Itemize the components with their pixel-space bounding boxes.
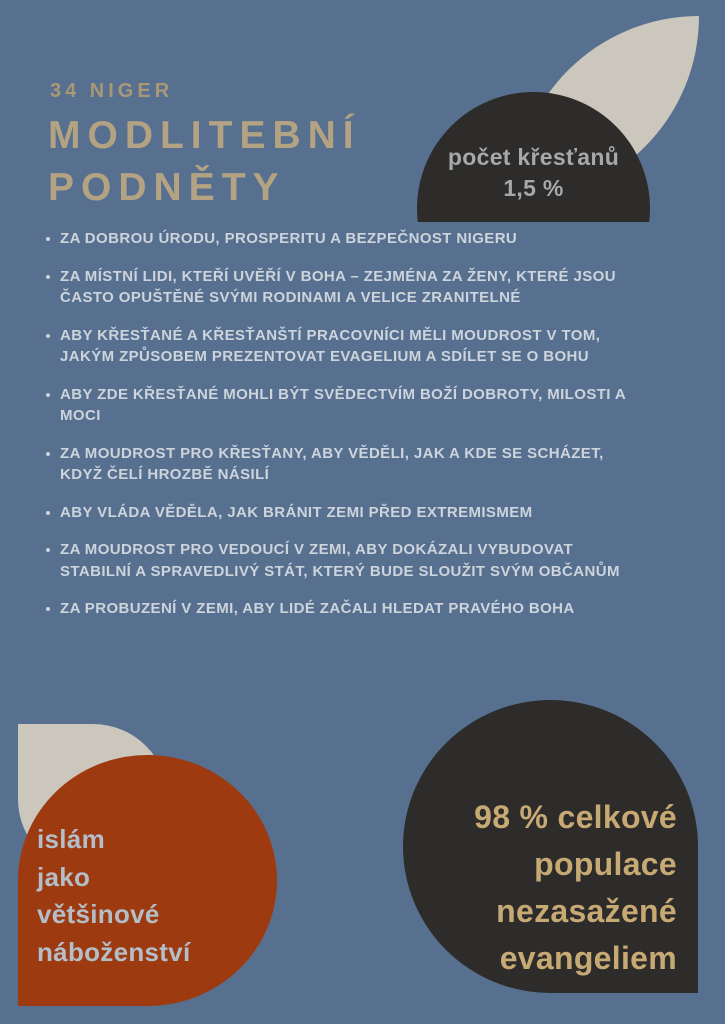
prayer-point-item — [46, 598, 631, 620]
prayer-point-item — [46, 325, 631, 368]
unreached-stat-badge — [403, 700, 698, 993]
prayer-point-text: ZA DOBROU ÚRODU, PROSPERITU A BEZPEČNOST NIGERU — [60, 230, 518, 247]
christians-stat-badge — [417, 92, 650, 222]
bullet-dot-icon — [46, 452, 50, 456]
bullet-dot-icon — [46, 275, 50, 279]
bullet-dot-icon — [46, 548, 50, 552]
prayer-point-item — [46, 539, 631, 582]
prayer-point-item — [46, 228, 631, 250]
prayer-point-text: ZA MOUDROST PRO KŘESŤANY, ABY VĚDĚLI, JAK A KDE SE SCHÁZET, KDYŽ ČELÍ HROZBĚ NÁSILÍ — [60, 444, 604, 483]
prayer-point-item — [46, 384, 631, 427]
prayer-point-text: ABY KŘESŤANÉ A KŘESŤANŠTÍ PRACOVNÍCI MĚLI MOUDROST V TOM, JAKÝM ZPŮSOBEM PREZENTOVAT EVAGELIUM A SDÍLET SE O BOHU — [60, 326, 601, 365]
bullet-dot-icon — [46, 237, 50, 241]
prayer-point-item — [46, 266, 631, 309]
prayer-point-item — [46, 443, 631, 486]
page-title-line1: MODLITEBNÍ — [48, 114, 361, 157]
bullet-dot-icon — [46, 393, 50, 397]
unreached-badge-line: 98 % celkové — [474, 799, 677, 835]
prayer-point-text: ABY VLÁDA VĚDĚLA, JAK BRÁNIT ZEMI PŘED EXTREMISMEM — [60, 503, 533, 521]
islam-badge-line: náboženství — [37, 936, 191, 967]
bullet-dot-icon — [46, 607, 50, 611]
page-title-line2: PODNĚTY — [48, 166, 286, 209]
christians-stat-text — [417, 142, 650, 204]
prayer-point-item — [46, 502, 631, 524]
islam-badge-line: většinové — [37, 899, 160, 929]
prayer-points-list — [46, 228, 631, 620]
prayer-point-text: ABY ZDE KŘESŤANÉ MOHLI BÝT SVĚDECTVÍM BOŽÍ DOBROTY, MILOSTI A MOCI — [60, 385, 626, 424]
bullet-dot-icon — [46, 334, 50, 338]
unreached-badge-text — [474, 794, 677, 982]
christians-stat-label: počet křesťanů — [447, 144, 620, 170]
prayer-point-text: ZA PROBUZENÍ V ZEMI, ABY LIDÉ ZAČALI HLEDAT PRAVÉHO BOHA — [60, 600, 575, 617]
unreached-badge-line: nezasažené — [496, 893, 677, 929]
islam-badge-line: jako — [37, 861, 91, 892]
bullet-dot-icon — [46, 511, 50, 515]
unreached-badge-line: populace — [534, 846, 677, 882]
prayer-point-text: ZA MOUDROST PRO VEDOUCÍ V ZEMI, ABY DOKÁZALI VYBUDOVAT STABILNÍ A SPRAVEDLIVÝ STÁT, KTERÝ BUDE SLOUŽIT SVÝM OBČANŮM — [60, 541, 620, 580]
christians-stat-value: 1,5 % — [503, 175, 564, 201]
islam-badge-line: islám — [37, 824, 105, 854]
islam-majority-badge — [18, 755, 277, 1006]
unreached-badge-line: evangeliem — [499, 940, 677, 976]
prayer-point-text: ZA MÍSTNÍ LIDI, KTEŘÍ UVĚŘÍ V BOHA – ZEJMÉNA ZA ŽENY, KTERÉ JSOU ČASTO OPUŠTĚNÉ SVÝMI RODINAMI A VELICE ZRANITELNÉ — [60, 267, 616, 306]
islam-badge-text — [37, 821, 191, 971]
page-title — [48, 110, 361, 214]
country-kicker: 34 NIGER — [50, 80, 174, 102]
